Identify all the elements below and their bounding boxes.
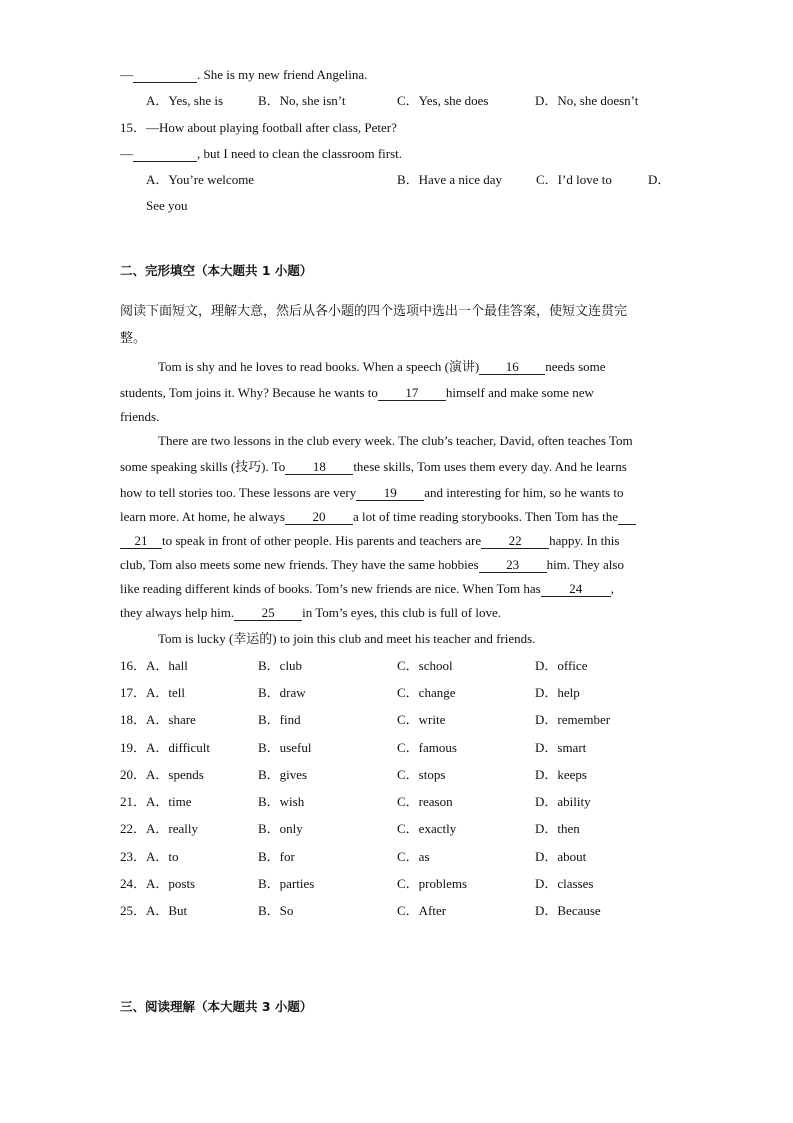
blank-21-start xyxy=(618,510,636,525)
option-a: A．to xyxy=(146,849,179,864)
answer-blank xyxy=(133,147,197,162)
question-number: 23． xyxy=(120,849,147,864)
q14-text: . She is my new friend Angelina. xyxy=(197,67,368,82)
option-b: B．draw xyxy=(258,685,306,700)
option-c: C．write xyxy=(397,712,446,727)
option-d: D．classes xyxy=(535,876,594,891)
option-b: B．wish xyxy=(258,794,305,809)
blank-18: 18 xyxy=(285,460,353,475)
blank-20: 20 xyxy=(285,510,353,525)
option-a: A．But xyxy=(146,903,188,918)
option-b: B．useful xyxy=(258,740,312,755)
question-number: 18． xyxy=(120,712,147,727)
passage-line: they always help him. 25 in Tom’s eyes, this club is full of love. xyxy=(120,605,501,620)
option-b: B．club xyxy=(258,658,303,673)
option-a: A．time xyxy=(146,794,192,809)
q15-stem: 15．—How about playing football after class, Peter? xyxy=(120,120,397,135)
option-c: C．problems xyxy=(397,876,468,891)
answer-blank xyxy=(133,68,197,83)
q14-option-b: B．No, she isn’t xyxy=(258,93,346,108)
option-d: D．then xyxy=(535,821,580,836)
blank-24: 24 xyxy=(541,582,611,597)
blank-17: 17 xyxy=(378,386,446,401)
blank-19: 19 xyxy=(356,486,424,501)
q15-text: , but I need to clean the classroom first. xyxy=(197,146,403,161)
q14-option-a: A．Yes, she is xyxy=(146,93,224,108)
q14-option-d: D．No, she doesn’t xyxy=(535,93,639,108)
passage-line: There are two lessons in the club every week. The club’s teacher, David, often teaches Tom xyxy=(158,433,633,448)
passage-line: club, Tom also meets some new friends. They have the same hobbies 23 him. They also xyxy=(120,557,624,572)
option-a: A．spends xyxy=(146,767,204,782)
blank-25: 25 xyxy=(234,606,302,621)
q15-answer-line xyxy=(120,146,402,162)
question-number: 24． xyxy=(120,876,147,891)
section-3-heading: 三、阅读理解（本大题共 3 小题） xyxy=(120,999,313,1014)
blank-23: 23 xyxy=(479,558,547,573)
blank-22: 22 xyxy=(481,534,549,549)
option-a: A．hall xyxy=(146,658,188,673)
q14-answer-line xyxy=(120,67,367,83)
instructions-line-1: 阅读下面短文，理解大意，然后从各小题的四个选项中选出一个最佳答案，使短文连贯完 xyxy=(120,304,628,319)
passage-line: friends. xyxy=(120,409,160,424)
question-number: 22． xyxy=(120,821,147,836)
option-c: C．as xyxy=(397,849,430,864)
passage-line: 21 to speak in front of other people. His parents and teachers are 22 happy. In this xyxy=(120,533,619,549)
question-number: 21． xyxy=(120,794,147,809)
option-c: C．school xyxy=(397,658,453,673)
q15-option-a: A．You’re welcome xyxy=(146,172,255,187)
option-b: B．gives xyxy=(258,767,308,782)
option-b: B．parties xyxy=(258,876,315,891)
option-d: D．help xyxy=(535,685,580,700)
q14-option-c: C．Yes, she does xyxy=(397,93,489,108)
passage-line: Tom is shy and he loves to read books. When a speech (演讲) 16 needs some xyxy=(158,359,606,374)
passage-line: how to tell stories too. These lessons are very 19 and interesting for him, so he wants to xyxy=(120,485,624,500)
option-c: C．stops xyxy=(397,767,446,782)
dash: — xyxy=(120,67,133,82)
passage-line: some speaking skills (技巧). To 18 these skills, Tom uses them every day. And he learns xyxy=(120,459,627,474)
section-2-heading: 二、完形填空（本大题共 1 小题） xyxy=(120,263,313,278)
question-number: 16． xyxy=(120,658,147,673)
option-a: A．posts xyxy=(146,876,196,891)
option-d: D．office xyxy=(535,658,588,673)
blank-16: 16 xyxy=(479,360,545,375)
option-c: C．reason xyxy=(397,794,453,809)
option-a: A．really xyxy=(146,821,198,836)
option-d: D．keeps xyxy=(535,767,587,782)
question-number: 20． xyxy=(120,767,147,782)
option-d: D．Because xyxy=(535,903,601,918)
instructions-line-2: 整。 xyxy=(120,331,147,346)
passage-line: students, Tom joins it. Why? Because he wants to 17 himself and make some new xyxy=(120,385,594,400)
q15-option-d-continued: See you xyxy=(146,198,188,213)
option-a: A．share xyxy=(146,712,196,727)
option-c: C．exactly xyxy=(397,821,457,836)
passage-line: Tom is lucky (幸运的) to join this club and meet his teacher and friends. xyxy=(158,631,536,646)
option-a: A．tell xyxy=(146,685,185,700)
q15-option-c: C．I’d love to xyxy=(536,172,612,187)
option-d: D．remember xyxy=(535,712,611,727)
option-a: A．difficult xyxy=(146,740,211,755)
blank-21: 21 xyxy=(120,534,162,549)
question-number: 25． xyxy=(120,903,147,918)
option-d: D．smart xyxy=(535,740,587,755)
option-b: B．only xyxy=(258,821,303,836)
option-c: C．change xyxy=(397,685,456,700)
passage-line: like reading different kinds of books. Tom’s new friends are nice. When Tom has 24 , xyxy=(120,581,614,596)
q15-option-b: B．Have a nice day xyxy=(397,172,503,187)
question-number: 19． xyxy=(120,740,147,755)
passage-line: learn more. At home, he always 20 a lot of time reading storybooks. Then Tom has the xyxy=(120,509,636,525)
option-b: B．find xyxy=(258,712,301,727)
option-c: C．After xyxy=(397,903,447,918)
option-b: B．for xyxy=(258,849,295,864)
question-number: 17． xyxy=(120,685,147,700)
option-c: C．famous xyxy=(397,740,457,755)
option-d: D．ability xyxy=(535,794,591,809)
option-d: D．about xyxy=(535,849,587,864)
dash: — xyxy=(120,146,133,161)
option-b: B．So xyxy=(258,903,294,918)
q15-option-d: D． xyxy=(648,172,671,187)
